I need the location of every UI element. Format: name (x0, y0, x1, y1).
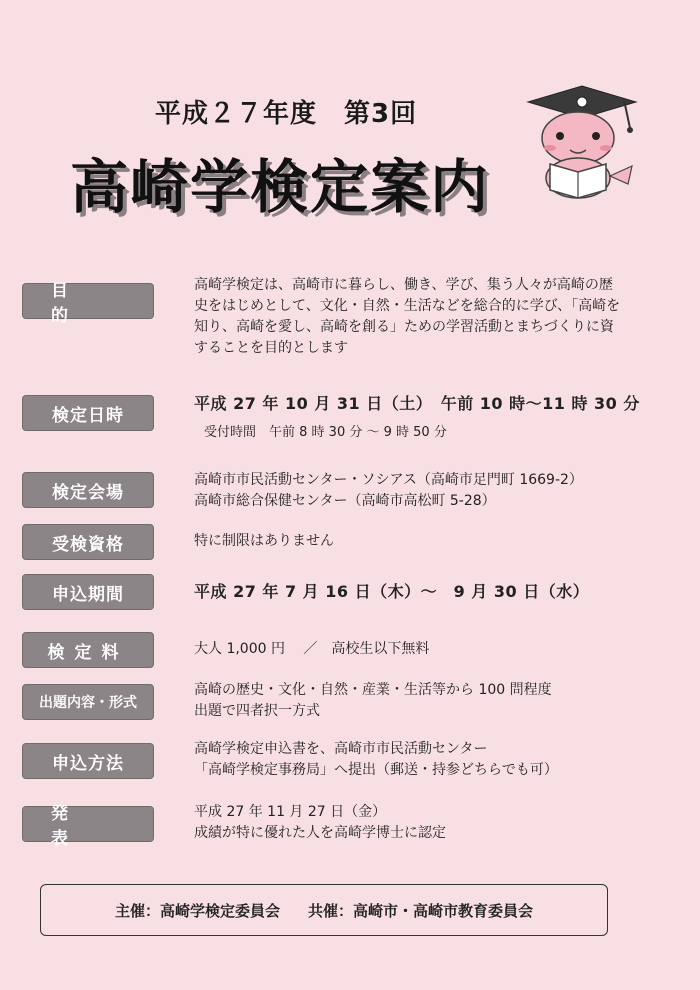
text-line: 出題で四者択一方式 (194, 703, 320, 719)
text-line: 平成 27 年 11 月 27 日（金） (194, 804, 387, 820)
content-eligibility (194, 531, 664, 552)
mascot-illustration (520, 80, 640, 205)
reception-time: 受付時間 午前 8 時 30 分 〜 9 時 50 分 (204, 425, 447, 440)
content-fee (194, 639, 664, 660)
subtitle: 平成２７年度 第3回 (155, 99, 418, 129)
label-application-period: 申込期間 (22, 574, 154, 610)
text-line: 知り、高崎を愛し、高崎を創る」ための学習活動とまちづくりに資 (194, 319, 614, 335)
sponsors-box (40, 884, 608, 936)
exam-datetime: 平成 27 年 10 月 31 日（土） 午前 10 時〜11 時 30 分 (194, 394, 640, 413)
text-line: 「高崎学検定事務局」へ提出（郵送・持参どちらでも可） (194, 762, 558, 778)
cosponsor: 共催：高崎市・高崎市教育委員会 (308, 901, 534, 920)
text-line: 高崎学検定申込書を、高崎市市民活動センター (194, 741, 488, 757)
page-title: 高崎学検定案内 (70, 153, 491, 221)
label-eligibility: 受検資格 (22, 524, 154, 560)
content-venue (194, 470, 664, 512)
content-application-period (194, 581, 664, 602)
text-line: 成績が特に優れた人を高崎学博士に認定 (194, 825, 446, 841)
organizer: 主催：高崎学検定委員会 (114, 901, 280, 920)
label-fee: 検定料 (22, 632, 154, 668)
label-announcement: 発 表 (22, 806, 154, 842)
text-line: 高崎市総合保健センター（高崎市高松町 5-28） (194, 493, 496, 509)
content-purpose (194, 275, 664, 359)
text-line: 高崎学検定は、高崎市に暮らし、働き、学び、集う人々が高崎の歴 (194, 277, 613, 293)
text-line: 高崎市市民活動センター・ソシアス（高崎市足門町 1669-2） (194, 472, 583, 488)
text-line: 史をはじめとして、文化・自然・生活などを総合的に学び、「高崎を (194, 298, 621, 314)
content-announcement (194, 802, 664, 844)
text-line: することを目的とします (194, 340, 348, 356)
content-application-method (194, 739, 664, 781)
application-period: 平成 27 年 7 月 16 日（木）〜 9 月 30 日（水） (194, 582, 590, 601)
content-question-format (194, 680, 664, 722)
text-line: 高崎の歴史・文化・自然・産業・生活等から 100 問程度 (194, 682, 552, 698)
label-application-method: 申込方法 (22, 743, 154, 779)
content-exam-datetime (194, 393, 664, 443)
label-exam-datetime: 検定日時 (22, 395, 154, 431)
text-line: 大人 1,000 円 ／ 高校生以下無料 (194, 641, 430, 657)
label-purpose: 目 的 (22, 283, 154, 319)
label-question-format: 出題内容・形式 (22, 684, 154, 720)
text-line: 特に制限はありません (194, 533, 334, 549)
label-venue: 検定会場 (22, 472, 154, 508)
